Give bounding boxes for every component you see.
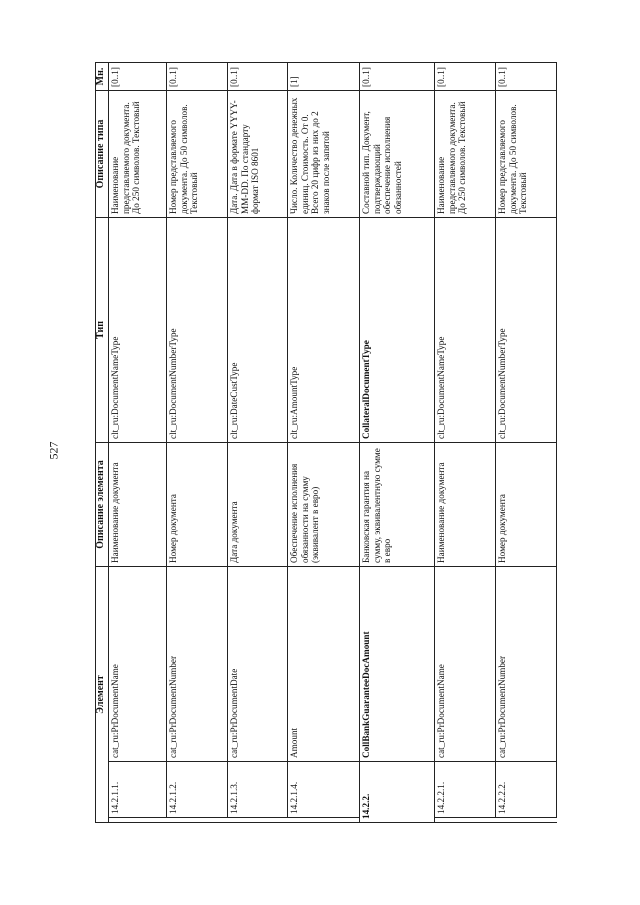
table-row xyxy=(109,62,167,822)
element-description: Номер документа xyxy=(167,442,228,566)
element-name: cat_ru:PrDocumentNumber xyxy=(496,566,557,761)
indent-cell xyxy=(228,818,288,823)
table-row xyxy=(496,62,557,822)
type-name: clt_ru:DateCustType xyxy=(228,217,288,442)
row-number: 14.2.2.1. xyxy=(435,762,496,818)
table-row xyxy=(360,62,435,822)
row-number: 14.2.2.2. xyxy=(496,762,557,818)
type-name: clt_ru:DocumentNumberType xyxy=(167,217,228,442)
table-row xyxy=(288,62,360,822)
multiplicity: [0..1] xyxy=(496,62,557,90)
indent-cell xyxy=(435,818,496,823)
type-name: clt_ru:AmountType xyxy=(288,217,360,442)
element-description: Дата документа xyxy=(228,442,288,566)
type-name: clt_ru:DocumentNumberType xyxy=(496,217,557,442)
element-name: CollBankGuaranteeDocAmount xyxy=(360,566,435,761)
type-name: clt_ru:DocumentNameType xyxy=(109,217,167,442)
row-number: 14.2.1.3. xyxy=(228,762,288,818)
type-description: Наименование представляемого документа. До 250 символов. Текстовый xyxy=(435,90,496,217)
indent-cell xyxy=(109,818,167,823)
row-number: 14.2.1.1. xyxy=(109,762,167,818)
header-element-description: Описание элемента xyxy=(96,442,109,566)
type-description: Наименование представляемого документа. До 250 символов. Текстовый xyxy=(109,90,167,217)
indent-cell xyxy=(288,818,360,823)
multiplicity: [0..1] xyxy=(167,62,228,90)
type-description: Число. Количество денежных единиц. Стоимость. От 0. Всего 20 цифр из них до 2 знаков после запятой xyxy=(288,90,360,217)
type-description: Дата. Дата в формате YYYY-MM-DD. По стандарту формат ISO 8601 xyxy=(228,90,288,217)
header-type-description: Описание типа xyxy=(96,90,109,217)
row-number: 14.2.2. xyxy=(360,762,435,823)
indent-cell xyxy=(496,818,557,823)
element-name: cat_ru:PrDocumentNumber xyxy=(167,566,228,761)
element-name: cat_ru:PrDocumentName xyxy=(109,566,167,761)
type-name: clt_ru:DocumentNameType xyxy=(435,217,496,442)
header-type: Тип xyxy=(96,217,109,442)
table-row xyxy=(228,62,288,822)
schema-table xyxy=(95,62,557,823)
type-description: Составной тип. Документ, подтверждающий обеспечение исполнения обязанностей xyxy=(360,90,435,217)
multiplicity: [0..1] xyxy=(228,62,288,90)
type-description: Номер представляемого документа. До 50 символов. Текстовый xyxy=(167,90,228,217)
header-element: Элемент xyxy=(96,566,109,822)
table-row xyxy=(435,62,496,822)
multiplicity: [0..1] xyxy=(435,62,496,90)
type-name: CollateralDocumentType xyxy=(360,217,435,442)
element-description: Обеспечение исполнения обязанности на сумму (эквивалент в евро) xyxy=(288,442,360,566)
element-description: Наименование документа xyxy=(435,442,496,566)
element-name: cat_ru:PrDocumentName xyxy=(435,566,496,761)
element-name: Amount xyxy=(288,566,360,761)
multiplicity: [0..1] xyxy=(109,62,167,90)
multiplicity: [1] xyxy=(288,62,360,90)
page-number: 527 xyxy=(46,441,61,460)
indent-cell xyxy=(167,818,228,823)
element-description: Наименование документа xyxy=(109,442,167,566)
header-multiplicity: Мн. xyxy=(96,62,109,90)
type-description: Номер представляемого документа. До 50 символов. Текстовый xyxy=(496,90,557,217)
table-row xyxy=(167,62,228,822)
row-number: 14.2.1.2. xyxy=(167,762,228,818)
element-name: cat_ru:PrDocumentDate xyxy=(228,566,288,761)
table-header-row xyxy=(96,62,109,822)
element-description: Банковская гарантия на сумму, эквивалентную сумме в евро xyxy=(360,442,435,566)
element-description: Номер документа xyxy=(496,442,557,566)
multiplicity: [0..1] xyxy=(360,62,435,90)
row-number: 14.2.1.4. xyxy=(288,762,360,818)
rotated-table-container xyxy=(95,63,562,823)
